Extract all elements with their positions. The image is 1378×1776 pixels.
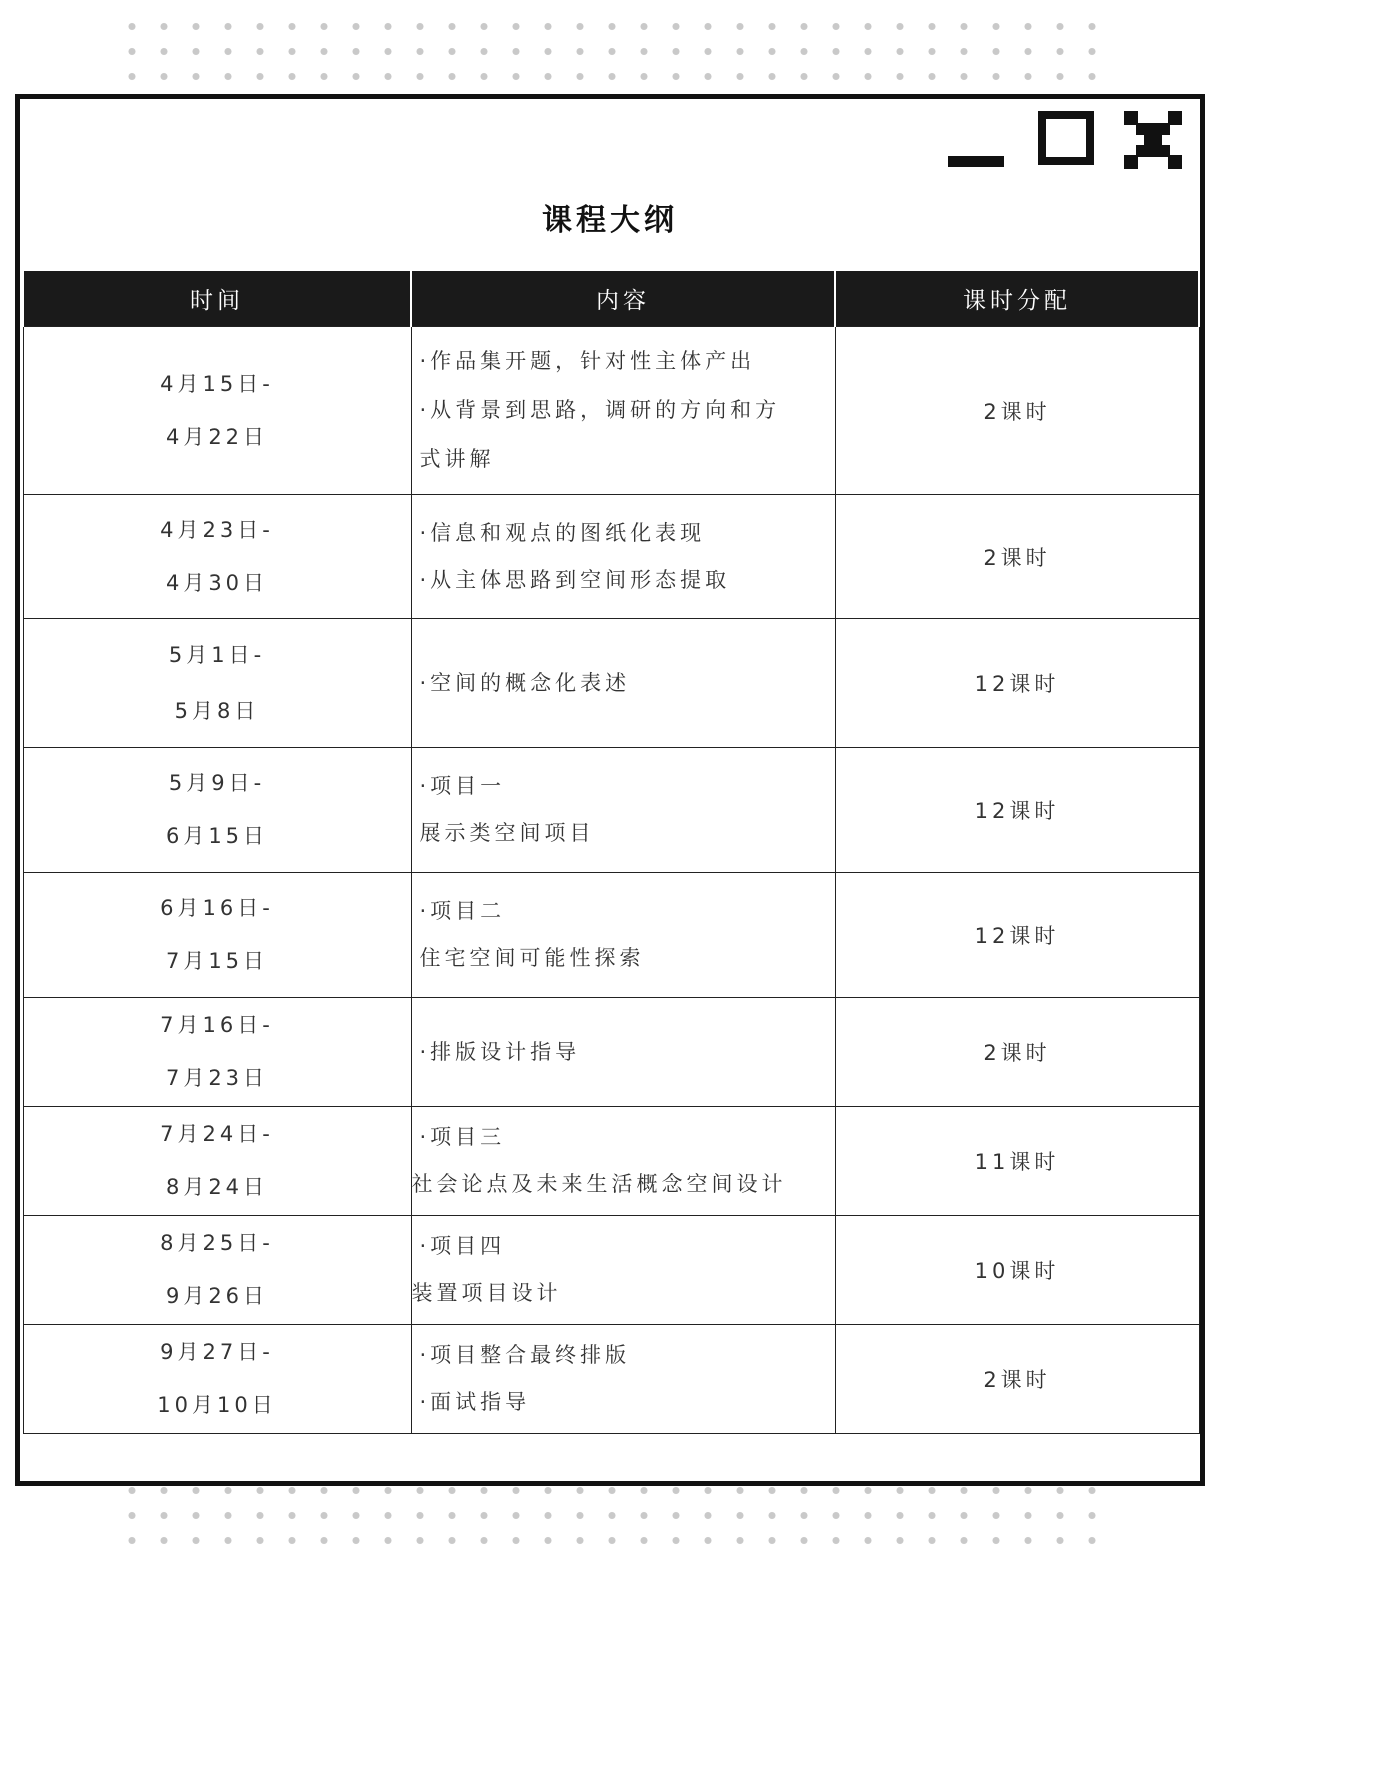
content-line: 展示类空间项目 — [419, 821, 595, 845]
table-row — [23, 998, 1199, 1107]
hours-cell: 10课时 — [835, 1216, 1199, 1325]
table-row — [23, 619, 1199, 748]
content-line: 式讲解 — [419, 447, 495, 471]
decorative-dot-grid-top — [116, 14, 1104, 86]
hours-cell: 11课时 — [835, 1107, 1199, 1216]
hours-cell: 12课时 — [835, 748, 1199, 873]
start-date: 7月16日- — [160, 1013, 274, 1037]
start-date: 4月15日- — [160, 371, 274, 396]
table-row — [23, 1216, 1199, 1325]
content-cell — [411, 998, 835, 1107]
content-line: ·信息和观点的图纸化表现 — [419, 520, 706, 545]
start-date: 4月23日- — [160, 517, 274, 542]
start-date: 5月1日- — [168, 643, 266, 667]
page-title: 课程大纲 — [542, 203, 678, 238]
hours-cell: 2课时 — [835, 998, 1199, 1107]
end-date: 7月23日 — [165, 1066, 269, 1090]
content-line: ·面试指导 — [419, 1390, 531, 1414]
table-row — [23, 495, 1199, 619]
start-date: 5月9日- — [168, 771, 266, 795]
content-line: ·项目整合最终排版 — [419, 1343, 631, 1367]
syllabus-table — [22, 271, 1200, 1434]
start-date: 9月27日- — [160, 1340, 274, 1364]
content-line: ·从主体思路到空间形态提取 — [419, 567, 731, 592]
content-line: ·项目三 — [419, 1125, 506, 1149]
time-cell — [23, 748, 411, 873]
close-icon[interactable] — [1124, 111, 1182, 169]
maximize-icon[interactable] — [1038, 111, 1094, 165]
hours-cell: 12课时 — [835, 619, 1199, 748]
content-cell — [411, 1216, 835, 1325]
start-date: 6月16日- — [160, 896, 274, 920]
hours-cell: 12课时 — [835, 873, 1199, 998]
time-cell — [23, 327, 411, 495]
window-frame — [15, 94, 1205, 1486]
end-date: 5月8日 — [174, 699, 260, 723]
column-header-hours: 课时分配 — [835, 271, 1199, 327]
table-row — [23, 327, 1199, 495]
hours-cell: 2课时 — [835, 327, 1199, 495]
content-cell — [411, 1325, 835, 1434]
end-date: 9月26日 — [165, 1284, 269, 1308]
time-cell — [23, 619, 411, 748]
end-date: 7月15日 — [165, 949, 269, 973]
column-header-content: 内容 — [411, 271, 835, 327]
content-cell — [411, 1107, 835, 1216]
start-date: 7月24日- — [160, 1122, 274, 1146]
content-line: 社会论点及未来生活概念空间设计 — [411, 1172, 787, 1196]
content-cell — [411, 619, 835, 748]
column-header-time: 时间 — [23, 271, 411, 327]
time-cell — [23, 1325, 411, 1434]
end-date: 10月10日 — [157, 1393, 277, 1417]
table-header-row — [23, 271, 1199, 327]
content-cell — [411, 748, 835, 873]
time-cell — [23, 873, 411, 998]
content-line: ·排版设计指导 — [419, 1039, 581, 1064]
content-cell — [411, 327, 835, 495]
content-line: ·从背景到思路，调研的方向和方 — [419, 398, 781, 422]
decorative-dot-grid-bottom — [116, 1478, 1104, 1550]
time-cell — [23, 1216, 411, 1325]
time-cell — [23, 1107, 411, 1216]
content-line: ·作品集开题，针对性主体产出 — [419, 349, 756, 373]
hours-cell: 2课时 — [835, 1325, 1199, 1434]
end-date: 4月22日 — [165, 424, 269, 449]
content-line: ·空间的概念化表述 — [419, 670, 631, 695]
table-row — [23, 873, 1199, 998]
time-cell — [23, 495, 411, 619]
table-row — [23, 748, 1199, 873]
content-line: ·项目四 — [419, 1234, 506, 1258]
table-row — [23, 1325, 1199, 1434]
start-date: 8月25日- — [160, 1231, 274, 1255]
content-cell — [411, 873, 835, 998]
minimize-icon[interactable] — [948, 156, 1004, 167]
content-line: ·项目一 — [419, 774, 506, 798]
time-cell — [23, 998, 411, 1107]
content-line: 住宅空间可能性探索 — [419, 946, 645, 970]
end-date: 8月24日 — [165, 1175, 269, 1199]
content-line: ·项目二 — [419, 899, 506, 923]
end-date: 6月15日 — [165, 824, 269, 848]
end-date: 4月30日 — [165, 570, 269, 595]
content-cell — [411, 495, 835, 619]
content-line: 装置项目设计 — [411, 1281, 562, 1305]
hours-cell: 2课时 — [835, 495, 1199, 619]
table-row — [23, 1107, 1199, 1216]
